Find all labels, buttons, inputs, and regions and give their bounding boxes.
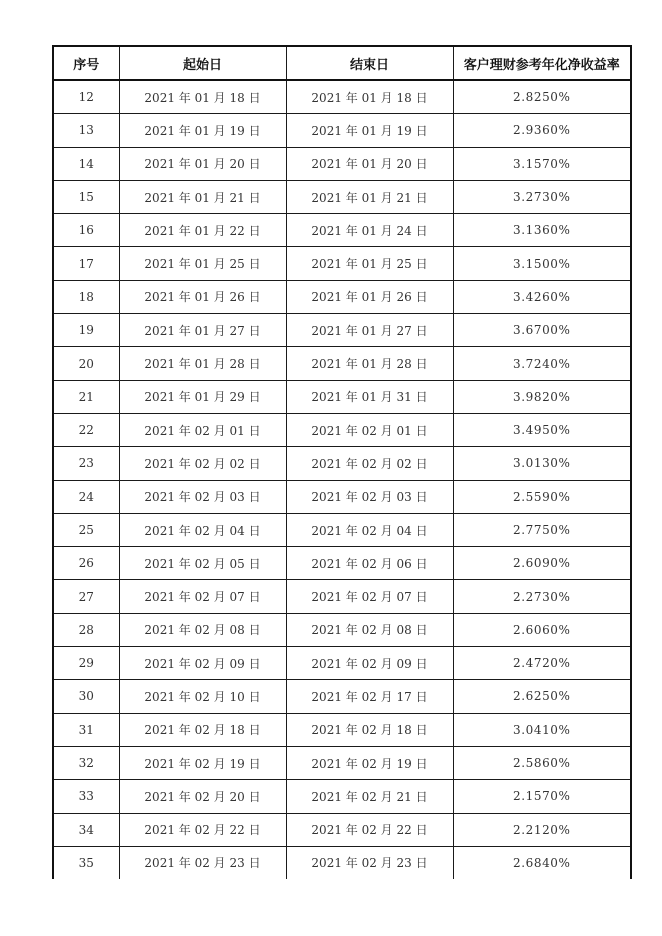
table-row [53,480,631,513]
cell-annualized-net-yield: 3.4260% [453,280,631,313]
cell-serial-number: 22 [53,413,119,446]
cell-end-date: 2021 年 02 月 04 日 [286,513,453,546]
cell-serial-number: 20 [53,347,119,380]
table-row [53,580,631,613]
table-row [53,647,631,680]
cell-end-date: 2021 年 02 月 21 日 [286,780,453,813]
table-row [53,314,631,347]
cell-annualized-net-yield: 3.1570% [453,147,631,180]
cell-annualized-net-yield: 2.2730% [453,580,631,613]
cell-serial-number: 26 [53,547,119,580]
cell-start-date: 2021 年 01 月 22 日 [119,214,286,247]
cell-end-date: 2021 年 01 月 19 日 [286,114,453,147]
cell-annualized-net-yield: 2.6060% [453,613,631,646]
cell-annualized-net-yield: 3.7240% [453,347,631,380]
cell-start-date: 2021 年 02 月 19 日 [119,746,286,779]
cell-start-date: 2021 年 02 月 01 日 [119,413,286,446]
cell-serial-number: 17 [53,247,119,280]
cell-end-date: 2021 年 02 月 23 日 [286,846,453,879]
cell-end-date: 2021 年 02 月 01 日 [286,413,453,446]
cell-serial-number: 32 [53,746,119,779]
table-row [53,413,631,446]
header-row [53,46,631,80]
header-end-date: 结束日 [286,46,453,80]
cell-annualized-net-yield: 2.6840% [453,846,631,879]
cell-start-date: 2021 年 01 月 18 日 [119,80,286,114]
table-row [53,347,631,380]
cell-serial-number: 34 [53,813,119,846]
cell-annualized-net-yield: 3.1360% [453,214,631,247]
cell-start-date: 2021 年 01 月 20 日 [119,147,286,180]
cell-annualized-net-yield: 3.6700% [453,314,631,347]
cell-annualized-net-yield: 2.9360% [453,114,631,147]
cell-annualized-net-yield: 3.4950% [453,413,631,446]
cell-serial-number: 25 [53,513,119,546]
table-row [53,547,631,580]
cell-annualized-net-yield: 3.9820% [453,380,631,413]
table-row [53,147,631,180]
cell-end-date: 2021 年 01 月 31 日 [286,380,453,413]
table-row [53,680,631,713]
cell-start-date: 2021 年 02 月 22 日 [119,813,286,846]
table-row [53,746,631,779]
table-row [53,713,631,746]
cell-start-date: 2021 年 02 月 05 日 [119,547,286,580]
cell-annualized-net-yield: 2.5860% [453,746,631,779]
cell-end-date: 2021 年 02 月 18 日 [286,713,453,746]
cell-serial-number: 33 [53,780,119,813]
cell-serial-number: 28 [53,613,119,646]
cell-annualized-net-yield: 2.6250% [453,680,631,713]
cell-start-date: 2021 年 02 月 02 日 [119,447,286,480]
cell-annualized-net-yield: 2.2120% [453,813,631,846]
yield-table [52,45,632,879]
cell-start-date: 2021 年 01 月 25 日 [119,247,286,280]
cell-serial-number: 30 [53,680,119,713]
header-annualized-net-yield: 客户理财参考年化净收益率 [453,46,631,80]
cell-end-date: 2021 年 02 月 03 日 [286,480,453,513]
cell-annualized-net-yield: 3.0130% [453,447,631,480]
cell-serial-number: 18 [53,280,119,313]
table-row [53,813,631,846]
cell-end-date: 2021 年 02 月 07 日 [286,580,453,613]
cell-start-date: 2021 年 01 月 26 日 [119,280,286,313]
cell-end-date: 2021 年 01 月 20 日 [286,147,453,180]
cell-start-date: 2021 年 02 月 03 日 [119,480,286,513]
cell-end-date: 2021 年 01 月 25 日 [286,247,453,280]
table-row [53,180,631,213]
cell-start-date: 2021 年 02 月 04 日 [119,513,286,546]
cell-annualized-net-yield: 2.6090% [453,547,631,580]
cell-serial-number: 31 [53,713,119,746]
cell-start-date: 2021 年 01 月 29 日 [119,380,286,413]
cell-serial-number: 14 [53,147,119,180]
table-row [53,846,631,879]
cell-serial-number: 15 [53,180,119,213]
cell-serial-number: 19 [53,314,119,347]
table-header [53,46,631,80]
cell-annualized-net-yield: 2.4720% [453,647,631,680]
table-row [53,447,631,480]
cell-start-date: 2021 年 02 月 23 日 [119,846,286,879]
cell-annualized-net-yield: 2.5590% [453,480,631,513]
cell-end-date: 2021 年 01 月 18 日 [286,80,453,114]
table-row [53,114,631,147]
cell-start-date: 2021 年 01 月 28 日 [119,347,286,380]
cell-annualized-net-yield: 3.2730% [453,180,631,213]
cell-end-date: 2021 年 02 月 19 日 [286,746,453,779]
table-row [53,214,631,247]
cell-serial-number: 21 [53,380,119,413]
header-serial-number: 序号 [53,46,119,80]
cell-end-date: 2021 年 01 月 24 日 [286,214,453,247]
cell-serial-number: 16 [53,214,119,247]
cell-end-date: 2021 年 02 月 08 日 [286,613,453,646]
cell-serial-number: 12 [53,80,119,114]
cell-end-date: 2021 年 02 月 02 日 [286,447,453,480]
cell-start-date: 2021 年 01 月 19 日 [119,114,286,147]
cell-start-date: 2021 年 02 月 18 日 [119,713,286,746]
cell-serial-number: 29 [53,647,119,680]
cell-end-date: 2021 年 02 月 22 日 [286,813,453,846]
cell-end-date: 2021 年 01 月 27 日 [286,314,453,347]
cell-serial-number: 27 [53,580,119,613]
cell-annualized-net-yield: 2.8250% [453,80,631,114]
table-row [53,780,631,813]
table-body [53,80,631,879]
cell-start-date: 2021 年 02 月 10 日 [119,680,286,713]
table-row [53,613,631,646]
cell-end-date: 2021 年 02 月 06 日 [286,547,453,580]
cell-start-date: 2021 年 02 月 07 日 [119,580,286,613]
cell-end-date: 2021 年 02 月 17 日 [286,680,453,713]
cell-end-date: 2021 年 02 月 09 日 [286,647,453,680]
cell-annualized-net-yield: 2.7750% [453,513,631,546]
table-row [53,513,631,546]
cell-start-date: 2021 年 01 月 21 日 [119,180,286,213]
table-row [53,280,631,313]
cell-end-date: 2021 年 01 月 26 日 [286,280,453,313]
cell-serial-number: 35 [53,846,119,879]
cell-serial-number: 23 [53,447,119,480]
cell-annualized-net-yield: 3.0410% [453,713,631,746]
table-row [53,380,631,413]
cell-annualized-net-yield: 2.1570% [453,780,631,813]
table-row [53,247,631,280]
header-start-date: 起始日 [119,46,286,80]
cell-end-date: 2021 年 01 月 21 日 [286,180,453,213]
cell-start-date: 2021 年 02 月 09 日 [119,647,286,680]
cell-start-date: 2021 年 02 月 20 日 [119,780,286,813]
cell-serial-number: 24 [53,480,119,513]
table-row [53,80,631,114]
cell-start-date: 2021 年 01 月 27 日 [119,314,286,347]
cell-annualized-net-yield: 3.1500% [453,247,631,280]
cell-end-date: 2021 年 01 月 28 日 [286,347,453,380]
cell-serial-number: 13 [53,114,119,147]
cell-start-date: 2021 年 02 月 08 日 [119,613,286,646]
